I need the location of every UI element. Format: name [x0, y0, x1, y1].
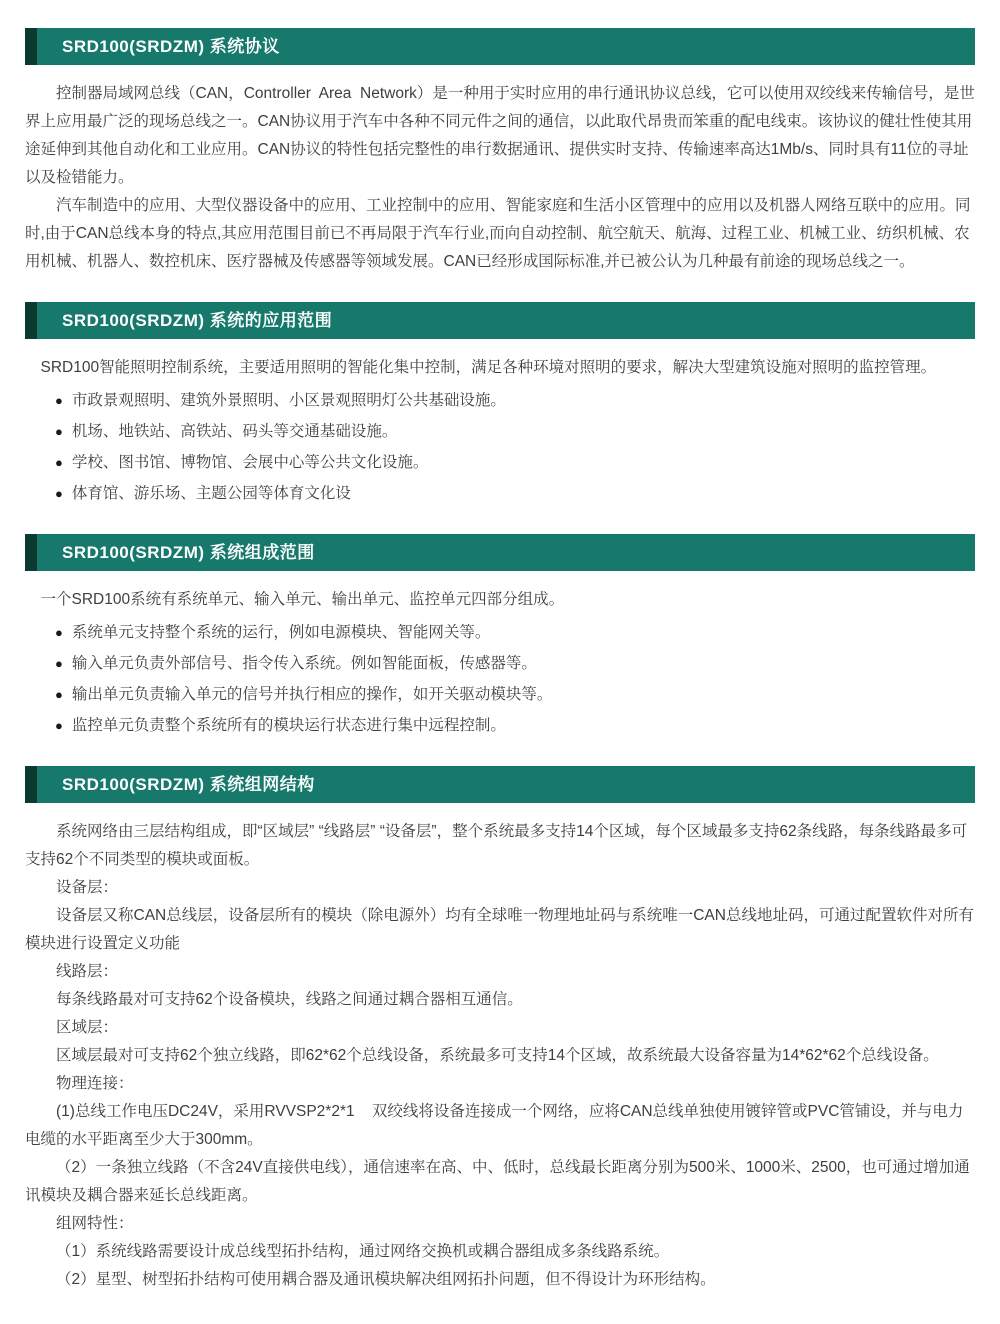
sub-heading-area-layer: 区域层： [56, 1019, 119, 1036]
sub-heading-physical-connection: 物理连接： [56, 1075, 134, 1092]
bullet-icon: ● [55, 656, 63, 671]
paragraph: （1）系统线路需要设计成总线型拓扑结构，通过网络交换机或耦合器组成多条线路系统。 [56, 1243, 670, 1260]
bullet-text: 市政景观照明、建筑外景照明、小区景观照明灯公共基础设施。 [71, 392, 506, 409]
bullet-text: 输出单元负责输入单元的信号并执行相应的操作，如开关驱动模块等。 [71, 686, 553, 703]
bullet-text: 学校、图书馆、博物馆、会展中心等公共文化设施。 [71, 454, 429, 471]
header-accent-bar [25, 302, 37, 339]
section-content-application-scope [25, 354, 975, 508]
section-title-application-scope: SRD100(SRDZM) 系统的应用范围 [62, 311, 333, 330]
bullet-item [25, 680, 975, 709]
bullet-list [25, 618, 975, 740]
section-header-application-scope [25, 302, 975, 339]
bullet-list [25, 386, 975, 508]
bullet-text: 输入单元负责外部信号、指令传入系统。例如智能面板，传感器等。 [71, 655, 537, 672]
bullet-icon: ● [55, 486, 63, 501]
paragraph: 系统网络由三层结构组成，即“区域层” “线路层” “设备层”，整个系统最多支持14个区域，每个区域最多支持62条线路，每条线路最多可支持62个不同类型的模块或面板。 [25, 823, 968, 868]
bullet-text: 机场、地铁站、高铁站、码头等交通基础设施。 [71, 423, 398, 440]
section-title-composition: SRD100(SRDZM) 系统组成范围 [62, 543, 315, 562]
section-content-network-structure [25, 818, 975, 1294]
header-accent-bar [25, 28, 37, 65]
bullet-item [25, 618, 975, 647]
bullet-text: 体育馆、游乐场、主题公园等体育文化设 [71, 485, 351, 502]
bullet-item [25, 479, 975, 508]
paragraph: 每条线路最对可支持62个设备模块，线路之间通过耦合器相互通信。 [56, 991, 523, 1008]
section-content-protocol [25, 80, 975, 276]
bullet-item [25, 649, 975, 678]
bullet-icon: ● [55, 455, 63, 470]
sub-heading-line-layer: 线路层： [56, 963, 119, 980]
section-title-network-structure: SRD100(SRDZM) 系统组网结构 [62, 775, 315, 794]
section-intro: 一个SRD100系统有系统单元、输入单元、输出单元、监控单元四部分组成。 [40, 591, 565, 608]
section-title-protocol: SRD100(SRDZM) 系统协议 [62, 37, 280, 56]
paragraph: 区域层最对可支持62个独立线路，即62*62个总线设备，系统最多可支持14个区域，故系统最大设备容量为14*62*62个总线设备。 [56, 1047, 939, 1064]
bullet-item [25, 386, 975, 415]
paragraph: 控制器局域网总线（CAN，Controller Area Network）是一种用于实时应用的串行通讯协议总线，它可以使用双绞线来传输信号，是世界上应用最广泛的现场总线之一。CAN协议用于汽车中各种不同元件之间的通信，以此取代昂贵而笨重的配电线束。该协议的健壮性使其用途延伸到其他自动化和工业应用。CAN协议的特性包括完整性的串行数据通讯、提供实时支持、传输速率高达1Mb/s、同时具有11位的寻址以及检错能力。 [25, 85, 975, 186]
paragraph: （2）星型、树型拓扑结构可使用耦合器及通讯模块解决组网拓扑问题，但不得设计为环形结构。 [56, 1271, 716, 1288]
section-intro: SRD100智能照明控制系统，主要适用照明的智能化集中控制，满足各种环境对照明的要求，解决大型建筑设施对照明的监控管理。 [40, 359, 937, 376]
bullet-item [25, 448, 975, 477]
paragraph: (1)总线工作电压DC24V，采用RVVSP2*2*1 双绞线将设备连接成一个网络，应将CAN总线单独使用镀锌管或PVC管铺设，并与电力电缆的水平距离至少大于300mm。 [25, 1103, 964, 1148]
header-accent-bar [25, 766, 37, 803]
paragraph: 汽车制造中的应用、大型仪器设备中的应用、工业控制中的应用、智能家庭和生活小区管理中的应用以及机器人网络互联中的应用。同时,由于CAN总线本身的特点,其应用范围目前已不再局限于汽车行业,而向自动控制、航空航天、航海、过程工业、机械工业、纺织机械、农用机械、机器人、数控机床、医疗器械及传感器等领域发展。CAN已经形成国际标准,并已被公认为几种最有前途的现场总线之一。 [25, 197, 971, 270]
paragraph: 设备层又称CAN总线层，设备层所有的模块（除电源外）均有全球唯一物理地址码与系统唯一CAN总线地址码，可通过配置软件对所有模块进行设置定义功能 [25, 907, 974, 952]
header-accent-bar [25, 534, 37, 571]
bullet-icon: ● [55, 687, 63, 702]
bullet-icon: ● [55, 393, 63, 408]
section-content-composition [25, 586, 975, 740]
sub-heading-device-layer: 设备层： [56, 879, 119, 896]
bullet-icon: ● [55, 625, 63, 640]
section-header-network-structure [25, 766, 975, 803]
section-header-protocol [25, 28, 975, 65]
section-header-composition [25, 534, 975, 571]
bullet-icon: ● [55, 424, 63, 439]
bullet-item [25, 711, 975, 740]
paragraph: （2）一条独立线路（不含24V直接供电线），通信速率在高、中、低时，总线最长距离分别为500米、1000米、2500，也可通过增加通讯模块及耦合器来延长总线距离。 [25, 1159, 970, 1204]
bullet-text: 系统单元支持整个系统的运行，例如电源模块、智能网关等。 [71, 624, 491, 641]
sub-heading-networking-features: 组网特性： [56, 1215, 134, 1232]
bullet-icon: ● [55, 718, 63, 733]
bullet-item [25, 417, 975, 446]
bullet-text: 监控单元负责整个系统所有的模块运行状态进行集中远程控制。 [71, 717, 506, 734]
